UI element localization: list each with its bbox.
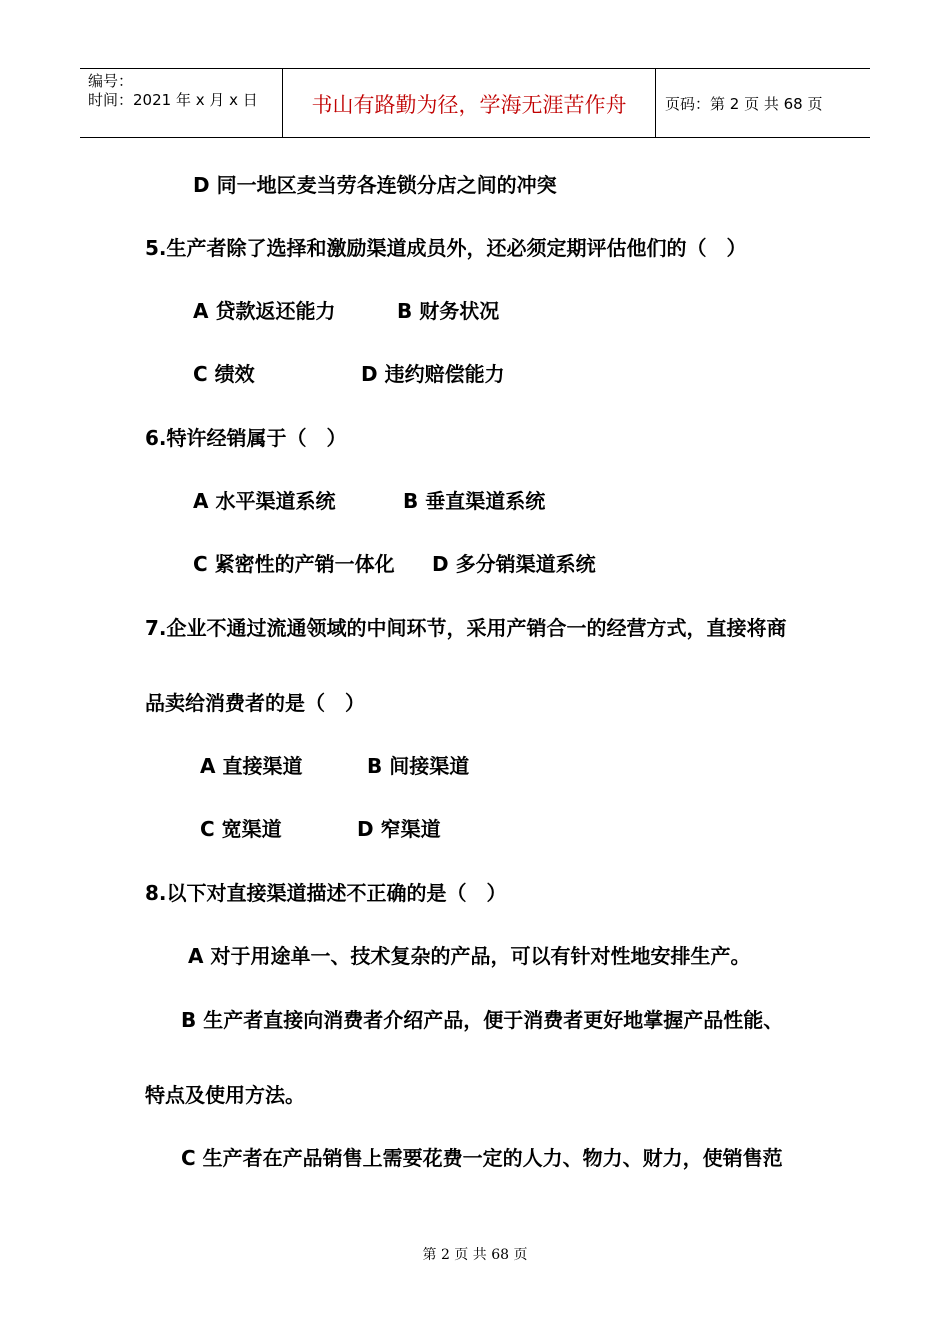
q5-option-b: B 财务状况 (397, 299, 500, 323)
q6-option-a: A 水平渠道系统 (193, 489, 336, 513)
number-label: 编号： (88, 72, 134, 90)
q6-option-b: B 垂直渠道系统 (403, 489, 546, 513)
motto: 书山有路勤为径，学海无涯苦作舟 (311, 93, 627, 117)
q5-option-d: D 违约赔偿能力 (361, 362, 505, 386)
question-8: 8.以下对直接渠道描述不正确的是（ ） (145, 881, 507, 905)
question-5: 5.生产者除了选择和激励渠道成员外，还必须定期评估他们的（ ） (145, 236, 747, 260)
q8-option-c-line-1: C 生产者在产品销售上需要花费一定的人力、物力、财力，使销售范 (181, 1146, 783, 1170)
time-label: 时间：2021 年 x 月 x 日 (88, 91, 258, 109)
page-footer: 第 2 页 共 68 页 (422, 1247, 528, 1263)
page-info: 页码：第 2 页 共 68 页 (665, 95, 823, 113)
header-motto-cell (282, 69, 656, 137)
q7-option-a: A 直接渠道 (200, 754, 303, 778)
question-7-line-2: 品卖给消费者的是（ ） (145, 691, 365, 715)
question-6: 6.特许经销属于（ ） (145, 426, 347, 450)
q7-option-d: D 窄渠道 (357, 817, 441, 841)
q8-option-a: A 对于用途单一、技术复杂的产品，可以有针对性地安排生产。 (188, 944, 751, 968)
q7-option-c: C 宽渠道 (200, 817, 282, 841)
q6-option-c: C 紧密性的产销一体化 (193, 552, 395, 576)
q5-option-c: C 绩效 (193, 362, 255, 386)
q8-option-b-line-2: 特点及使用方法。 (145, 1083, 305, 1107)
q6-option-d: D 多分销渠道系统 (432, 552, 596, 576)
q7-option-b: B 间接渠道 (367, 754, 470, 778)
question-7-line-1: 7.企业不通过流通领域的中间环节，采用产销合一的经营方式，直接将商 (145, 616, 787, 640)
q8-option-b-line-1: B 生产者直接向消费者介绍产品，便于消费者更好地掌握产品性能、 (181, 1008, 784, 1032)
q5-option-a: A 贷款返还能力 (193, 299, 336, 323)
header-left-cell (80, 69, 282, 137)
header-right-cell (655, 69, 870, 137)
q4-option-d: D 同一地区麦当劳各连锁分店之间的冲突 (193, 173, 557, 197)
page-header (80, 68, 870, 138)
